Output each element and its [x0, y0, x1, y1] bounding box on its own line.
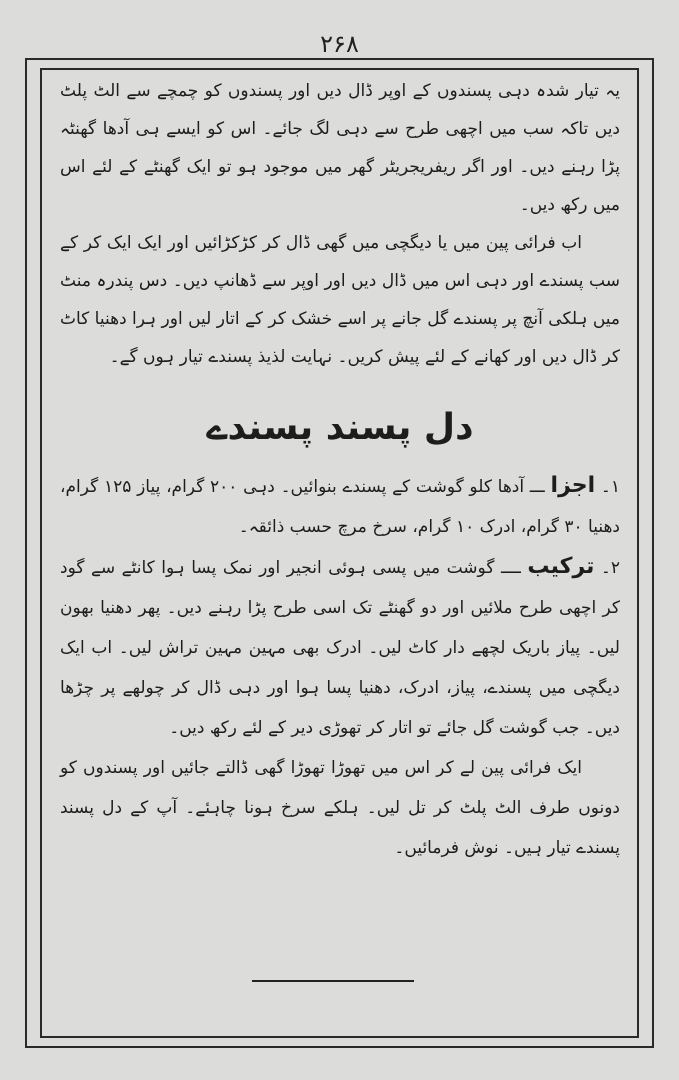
- ingredients-text: آدھا کلو گوشت کے پسندے بنوائیں۔ دہی ۲۰۰ گرام، پیاز ۱۲۵ گرام، دھنیا ۳۰ گرام، ادرک ۱۰ گرام، سرخ مرچ حسب ذائقہ۔: [60, 477, 620, 537]
- intro-paragraph: یہ تیار شدہ دہی پسندوں کے اوپر ڈال دیں اور پسندوں کو چمچے سے الٹ پلٹ دیں تاکہ سب میں اچھی طرح سے دہی لگ جائے۔ اس کو ایسے ہی آدھا گھنٹہ پڑا رہنے دیں۔ اور اگر ریفریجریٹر گھر میں موجود ہو تو ایک گھنٹے کے لئے اس میں رکھ دیں۔: [60, 81, 620, 215]
- page-content: [60, 72, 620, 868]
- closing-rule: [252, 980, 414, 982]
- ingredients-section: [60, 466, 620, 547]
- method-text: گوشت میں پسی ہوئی انجیر اور نمک پسا ہوا کانٹے سے گود کر اچھی طرح ملائیں اور دو گھنٹے تک اسی طرح پڑا رہنے دیں۔ پھر دھنیا بھون لیں۔ پیاز باریک لچھے دار کاٹ لیں۔ ادرک بھی مہین مہین تراش لیں۔ اب ایک دیگچی میں پسندے، پیاز، ادرک، دھنیا پسا ہوا اور دہی ڈال کر چولھے پر چڑھا دیں۔ جب گوشت گل جائے تو اتار کر تھوڑی دیر کے لئے رکھ دیں۔: [60, 558, 620, 738]
- heading-dash: ـــ: [529, 477, 545, 497]
- method-section: [60, 547, 620, 748]
- ingredients-heading: اجزا: [550, 473, 596, 498]
- intro-paragraph: اب فرائی پین میں یا دیگچی میں گھی ڈال کر کڑکڑائیں اور ایک ایک کر کے سب پسندے اور دہی اس میں ڈال دیں اور اوپر سے ڈھانپ دیں۔ دس پندرہ منٹ میں ہلکی آنچ پر پسندے گل جانے پر اسے خشک کر کے اتار لیں اور ہرا دھنیا کاٹ کر ڈال دیں اور کھانے کے لئے پیش کریں۔ نہایت لذیذ پسندے تیار ہوں گے۔: [60, 233, 620, 367]
- recipe-title: دل پسند پسندے: [206, 407, 474, 448]
- method-number: ۲۔: [600, 558, 621, 578]
- method-heading: ترکیب: [527, 554, 595, 579]
- page-number: ۲۶۸: [320, 30, 359, 58]
- ingredients-number: ۱۔: [600, 477, 620, 497]
- method-paragraph: ایک فرائی پین لے کر اس میں تھوڑا تھوڑا گھی ڈالتے جائیں اور پسندوں کو دونوں طرف الٹ پلٹ کر تل لیں۔ ہلکے سرخ ہونا چاہئے۔ آپ کے دل پسند پسندے تیار ہیں۔ نوش فرمائیں۔: [60, 758, 620, 858]
- heading-dash: ــــ: [500, 558, 521, 578]
